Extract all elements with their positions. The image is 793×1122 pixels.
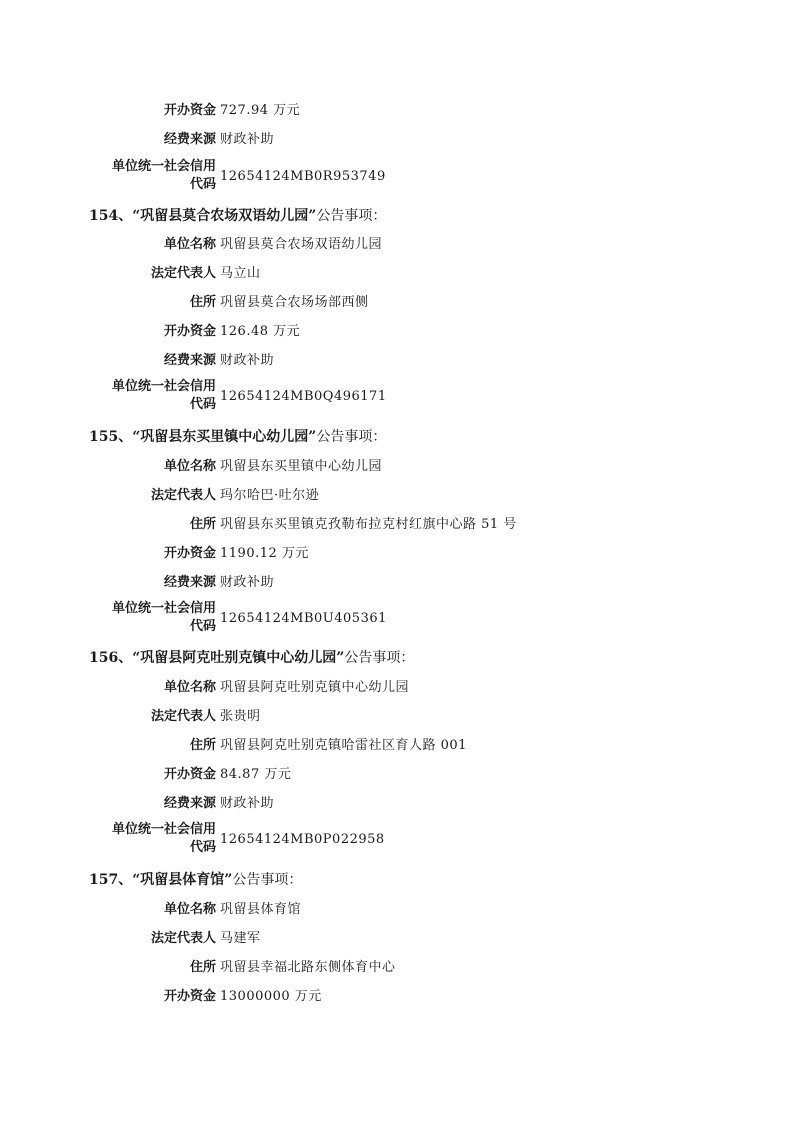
capital-value: 126.48 万元 — [220, 324, 301, 339]
entry-title: “巩留县莫合农场双语幼儿园” — [132, 208, 317, 224]
credit-code-value: 12654124MB0U405361 — [220, 611, 387, 626]
credit-code-label-line1: 单位统一社会信用 — [111, 159, 216, 174]
credit-code-value: 12654124MB0Q496171 — [220, 389, 387, 404]
credit-code-row — [0, 600, 793, 636]
legal-rep-row — [0, 708, 793, 732]
funding-label: 经费来源 — [163, 796, 216, 811]
capital-label: 开办资金 — [163, 989, 216, 1004]
address-label: 住所 — [189, 295, 216, 310]
entry-heading — [89, 870, 302, 890]
entry-suffix: 公告事项： — [344, 650, 415, 666]
prev-capital-row — [0, 102, 793, 126]
legal-rep-label: 法定代表人 — [150, 931, 216, 946]
credit-code-label-line2: 代码 — [189, 619, 216, 634]
entry-number: 154、 — [89, 208, 133, 224]
capital-value: 1190.12 万元 — [220, 546, 309, 561]
capital-value: 13000000 万元 — [220, 989, 322, 1004]
unit-name-value: 巩留县莫合农场双语幼儿园 — [220, 237, 383, 252]
legal-rep-value: 马建军 — [220, 931, 261, 946]
address-value: 巩留县幸福北路东侧体育中心 — [220, 960, 396, 975]
address-row — [0, 959, 793, 983]
credit-code-value: 12654124MB0R953749 — [220, 169, 386, 184]
funding-row — [0, 352, 793, 376]
address-label: 住所 — [189, 960, 216, 975]
funding-value: 财政补助 — [220, 796, 275, 811]
prev-funding-row — [0, 131, 793, 155]
credit-code-label-line1: 单位统一社会信用 — [111, 379, 216, 394]
unit-name-value: 巩留县体育馆 — [220, 902, 302, 917]
capital-label: 开办资金 — [163, 324, 216, 339]
legal-rep-value: 玛尔哈巴·吐尔逊 — [220, 488, 320, 503]
address-value: 巩留县莫合农场场部西侧 — [220, 295, 369, 310]
legal-rep-value: 张贵明 — [220, 709, 261, 724]
capital-label: 开办资金 — [163, 767, 216, 782]
entry-heading — [89, 648, 414, 668]
unit-name-label: 单位名称 — [163, 680, 216, 695]
capital-value: 84.87 万元 — [220, 767, 292, 782]
funding-value: 财政补助 — [220, 575, 275, 590]
entry-title: “巩留县阿克吐别克镇中心幼儿园” — [132, 650, 345, 666]
funding-label: 经费来源 — [163, 132, 216, 147]
funding-value: 财政补助 — [220, 353, 275, 368]
funding-label: 经费来源 — [163, 353, 216, 368]
funding-label: 经费来源 — [163, 575, 216, 590]
address-label: 住所 — [189, 738, 216, 753]
capital-row — [0, 988, 793, 1012]
funding-row — [0, 574, 793, 598]
capital-row — [0, 323, 793, 347]
credit-code-row — [0, 821, 793, 857]
address-row — [0, 737, 793, 761]
unit-name-row — [0, 236, 793, 260]
entry-heading — [89, 427, 386, 447]
capital-value: 727.94 万元 — [220, 103, 301, 118]
unit-name-row — [0, 679, 793, 703]
capital-row — [0, 545, 793, 569]
address-label: 住所 — [189, 517, 216, 532]
credit-code-label-line2: 代码 — [189, 840, 216, 855]
credit-code-label-line2: 代码 — [189, 177, 216, 192]
unit-name-value: 巩留县阿克吐别克镇中心幼儿园 — [220, 680, 410, 695]
entry-number: 156、 — [89, 650, 133, 666]
legal-rep-row — [0, 930, 793, 954]
funding-row — [0, 795, 793, 819]
address-value: 巩留县阿克吐别克镇哈雷社区育人路 001 — [220, 738, 467, 753]
entry-title: “巩留县东买里镇中心幼儿园” — [132, 429, 317, 445]
entry-suffix: 公告事项： — [316, 208, 387, 224]
credit-code-value: 12654124MB0P022958 — [220, 832, 385, 847]
entry-suffix: 公告事项： — [316, 429, 387, 445]
funding-value: 财政补助 — [220, 132, 275, 147]
unit-name-row — [0, 901, 793, 925]
entry-heading — [89, 206, 386, 226]
legal-rep-label: 法定代表人 — [150, 488, 216, 503]
entry-title: “巩留县体育馆” — [132, 872, 233, 888]
legal-rep-label: 法定代表人 — [150, 709, 216, 724]
credit-code-label-line2: 代码 — [189, 397, 216, 412]
capital-row — [0, 766, 793, 790]
unit-name-label: 单位名称 — [163, 237, 216, 252]
legal-rep-row — [0, 487, 793, 511]
credit-code-label-line1: 单位统一社会信用 — [111, 601, 216, 616]
unit-name-label: 单位名称 — [163, 459, 216, 474]
legal-rep-row — [0, 265, 793, 289]
unit-name-row — [0, 458, 793, 482]
unit-name-label: 单位名称 — [163, 902, 216, 917]
credit-code-label-line1: 单位统一社会信用 — [111, 822, 216, 837]
entry-suffix: 公告事项： — [232, 872, 303, 888]
address-row — [0, 294, 793, 318]
capital-label: 开办资金 — [163, 546, 216, 561]
address-row — [0, 516, 793, 540]
legal-rep-value: 马立山 — [220, 266, 261, 281]
capital-label: 开办资金 — [163, 103, 216, 118]
entry-number: 155、 — [89, 429, 133, 445]
legal-rep-label: 法定代表人 — [150, 266, 216, 281]
credit-code-row — [0, 378, 793, 414]
prev-credit-code-row — [0, 158, 793, 194]
address-value: 巩留县东买里镇克孜勒布拉克村红旗中心路 51 号 — [220, 517, 517, 532]
entry-number: 157、 — [89, 872, 133, 888]
unit-name-value: 巩留县东买里镇中心幼儿园 — [220, 459, 383, 474]
